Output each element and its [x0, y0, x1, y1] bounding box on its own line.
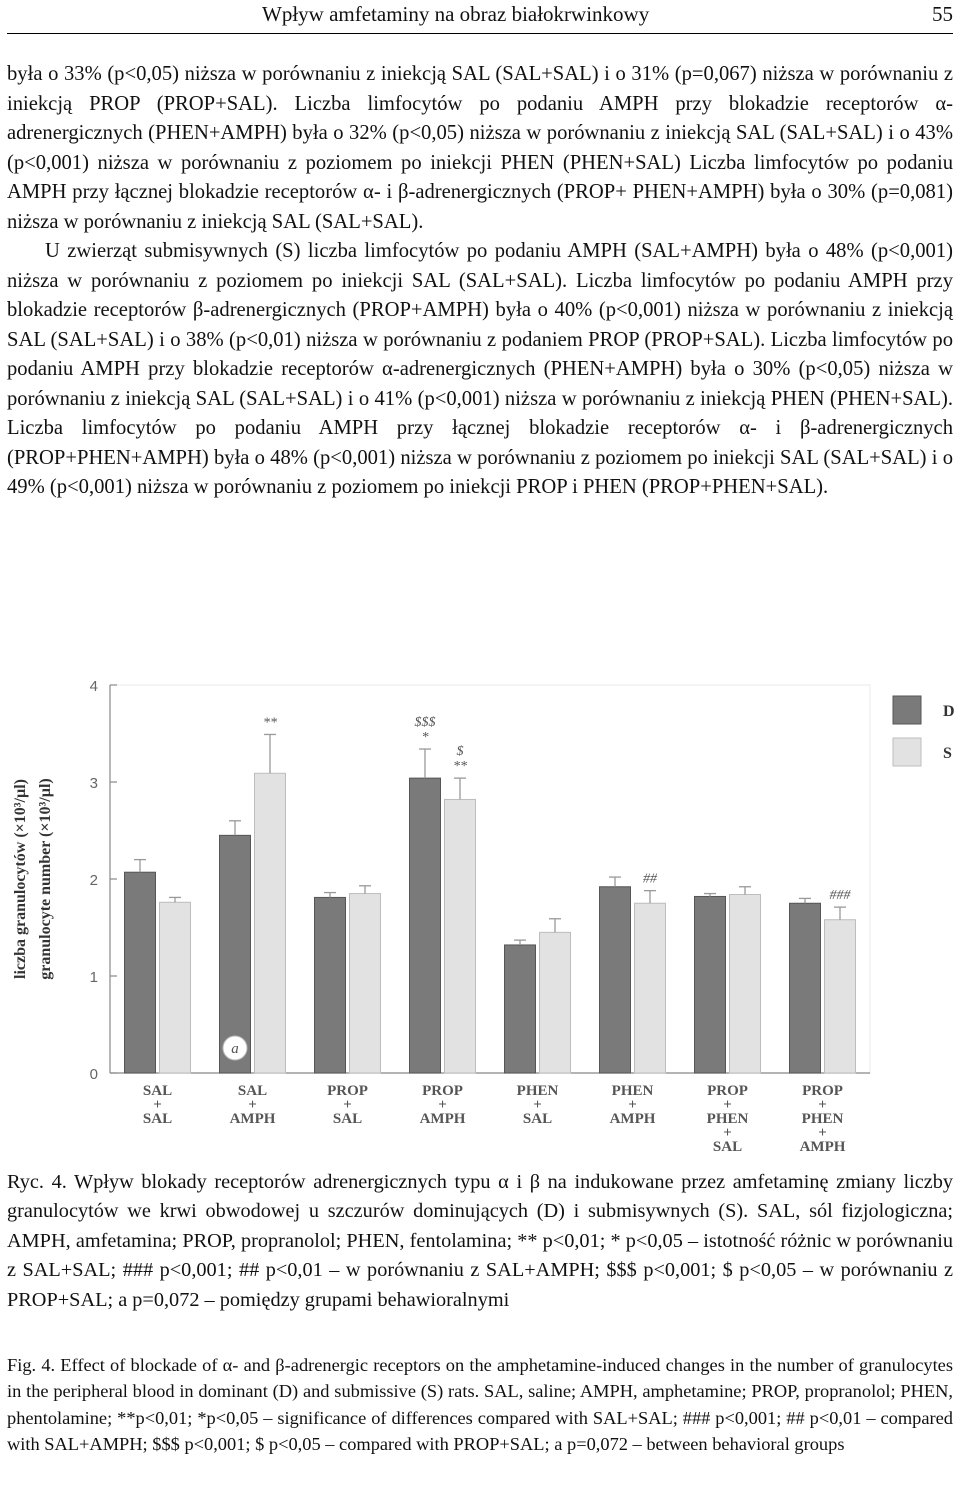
- category-label: SAL: [522, 1111, 553, 1127]
- category-label: PHEN: [611, 1083, 654, 1099]
- significance-label: $: [456, 744, 464, 760]
- bar-s: [635, 903, 666, 1073]
- category-label: AMPH: [609, 1111, 656, 1127]
- y-tick-label: 0: [89, 1066, 98, 1083]
- significance-label: **: [453, 759, 467, 775]
- bar-s: [540, 932, 571, 1073]
- significance-label: **: [263, 715, 277, 731]
- category-label: +: [723, 1125, 732, 1141]
- y-tick-label: 2: [89, 872, 98, 889]
- bar-d: [790, 903, 821, 1073]
- category-label: PHEN: [706, 1111, 749, 1127]
- legend-swatch-d: [893, 696, 921, 724]
- body-text: [7, 60, 953, 503]
- category-label: +: [153, 1097, 162, 1113]
- category-label: +: [533, 1097, 542, 1113]
- y-axis-label-pl: liczba granulocytów (×10³/µl): [12, 779, 29, 979]
- y-tick-label: 4: [89, 678, 98, 695]
- category-label: PHEN: [801, 1111, 844, 1127]
- legend-label-s: S: [943, 745, 952, 762]
- category-label: AMPH: [229, 1111, 276, 1127]
- bar-d: [600, 887, 631, 1073]
- y-tick-label: 3: [89, 775, 98, 792]
- category-label: SAL: [142, 1083, 173, 1099]
- category-label: +: [723, 1097, 732, 1113]
- category-label: +: [343, 1097, 352, 1113]
- y-axis-label-en: granulocyte number (×10³/µl): [37, 778, 54, 980]
- significance-label: ###: [829, 888, 851, 904]
- bar-d: [695, 896, 726, 1073]
- figure-4: [0, 660, 960, 1160]
- legend-swatch-s: [893, 738, 921, 766]
- significance-label: ##: [643, 871, 657, 887]
- category-label: +: [818, 1097, 827, 1113]
- bar-d: [315, 897, 346, 1073]
- header-rule: [7, 33, 953, 34]
- category-label: PROP: [707, 1083, 748, 1099]
- bar-d: [410, 778, 441, 1073]
- category-label: PROP: [327, 1083, 368, 1099]
- bar-s: [255, 773, 286, 1073]
- paragraph-1: była o 33% (p<0,05) niższa w porównaniu z iniekcją SAL (SAL+SAL) i o 31% (p=0,067) niższa w porównaniu z iniekcją PROP (PROP+SAL). Liczba limfocytów po podaniu AMPH przy blokadzie receptorów α-adrenergicznych (PHEN+AMPH) była o 32% (p<0,05) niższa w porównaniu z iniekcją SAL (SAL+SAL) i o 43% (p<0,001) niższa w porównaniu z poziomem po iniekcji PHEN (PHEN+SAL) Liczba limfocytów po podaniu AMPH przy łącznej blokadzie receptorów α- i β-adrenergicznych (PROP+ PHEN+AMPH) była o 30% (p=0,081) niższa w porównaniu z iniekcją SAL (SAL+SAL).: [7, 63, 953, 233]
- category-label: PROP: [422, 1083, 463, 1099]
- bar-s: [350, 894, 381, 1073]
- category-label: SAL: [237, 1083, 268, 1099]
- bar-d: [125, 872, 156, 1073]
- running-header: [0, 0, 960, 40]
- bar-s: [445, 799, 476, 1073]
- category-label: +: [628, 1097, 637, 1113]
- category-label: SAL: [712, 1139, 743, 1155]
- legend-label-d: D: [943, 703, 955, 720]
- category-label: SAL: [332, 1111, 363, 1127]
- running-title: Wpływ amfetaminy na obraz białokrwinkowy: [262, 2, 650, 26]
- bar-s: [730, 895, 761, 1073]
- category-label: PROP: [802, 1083, 843, 1099]
- significance-label: *: [421, 730, 429, 746]
- granulocyte-bar-chart: [0, 660, 960, 1160]
- bar-d: [505, 945, 536, 1073]
- annotation-label: a: [231, 1041, 239, 1057]
- category-label: +: [438, 1097, 447, 1113]
- category-label: SAL: [142, 1111, 173, 1127]
- bar-s: [825, 920, 856, 1073]
- paragraph-2: U zwierząt submisywnych (S) liczba limfocytów po podaniu AMPH (SAL+AMPH) była o 48% (p<0,001) niższa w porównaniu z poziomem po iniekcji SAL (SAL+SAL). Liczba limfocytów po podaniu AMPH przy blokadzie receptorów β-adrenergicznych (PROP+AMPH) była o 40% (p<0,001) niższa w porównaniu z iniekcją SAL (SAL+SAL) i o 38% (p<0,01) niższa w porównaniu z podaniem PROP (PROP+SAL). Liczba limfocytów po podaniu AMPH przy blokadzie receptorów α-adrenergicznych (PHEN+AMPH) była o 30% (p<0,05) niższa w porównaniu z iniekcją SAL (SAL+SAL) i o 41% (p<0,001) niższa w porównaniu z iniekcją PHEN (PHEN+SAL). Liczba limfocytów po podaniu AMPH przy łącznej blokadzie receptorów α- i β-adrenergicznych (PROP+PHEN+AMPH) była o 48% (p<0,001) niższa w porównaniu z poziomem po iniekcji SAL (SAL+SAL) i o 49% (p<0,001) niższa w porównaniu z poziomem po iniekcji PROP i PHEN (PROP+PHEN+SAL).: [7, 240, 953, 498]
- bar-s: [160, 902, 191, 1073]
- category-label: AMPH: [419, 1111, 466, 1127]
- category-label: +: [818, 1125, 827, 1141]
- figure-caption-en: Fig. 4. Effect of blockade of α- and β-adrenergic receptors on the amphetamine-induced changes in the number of granulocytes in the peripheral blood in dominant (D) and submissive (S) rats. SAL, saline; AMPH, amphetamine; PROP, propranolol; PHEN, phentolamine; **p<0,01; *p<0,05 – significance of differences compared with SAL+SAL; ### p<0,001; ## p<0,01 – compared with SAL+AMPH; $$$ p<0,001; $ p<0,05 – compared with PROP+SAL; a p=0,072 – between behavioral groups: [7, 1355, 953, 1455]
- significance-label: $$$: [414, 715, 436, 731]
- category-label: PHEN: [516, 1083, 559, 1099]
- category-label: +: [248, 1097, 257, 1113]
- category-label: AMPH: [799, 1139, 846, 1155]
- y-tick-label: 1: [89, 969, 98, 986]
- page-number: 55: [932, 2, 953, 26]
- figure-caption-pl: Ryc. 4. Wpływ blokady receptorów adrenergicznych typu α i β na indukowane przez amfetaminę zmiany liczby granulocytów we krwi obwodowej u szczurów dominujących (D) i submisywnych (S). SAL, sól fizjologiczna; AMPH, amfetamina; PROP, propranolol; PHEN, fentolamina; ** p<0,01; * p<0,05 – istotność różnic w porównaniu z SAL+SAL; ### p<0,001; ## p<0,01 – w porównaniu z SAL+AMPH; $$$ p<0,001; $ p<0,05 – w porównaniu z PROP+SAL; a p=0,072 – pomiędzy grupami behawioralnymi: [7, 1171, 953, 1311]
